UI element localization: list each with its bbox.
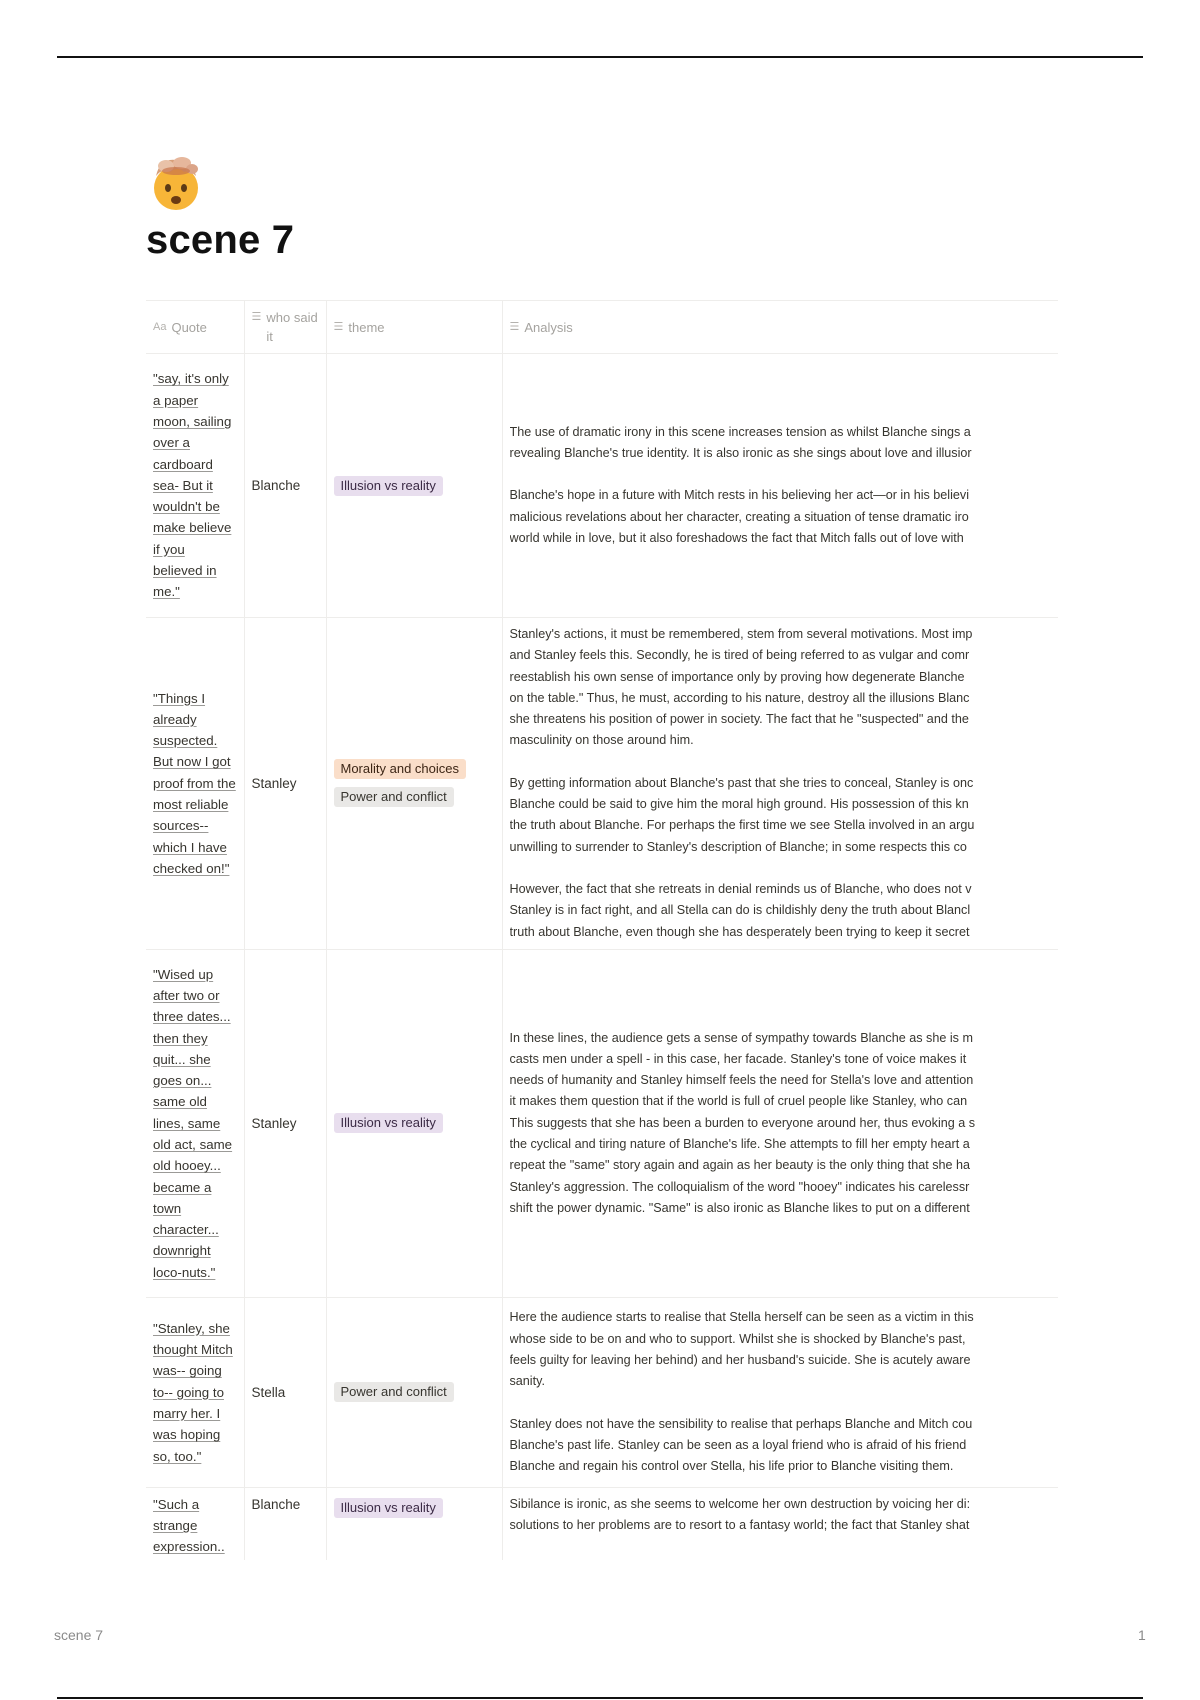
quote-cell[interactable]	[146, 1297, 244, 1487]
analysis-cell[interactable]	[502, 618, 1058, 950]
text-property-icon: ☰	[251, 311, 262, 323]
who-cell[interactable]: Stanley	[244, 618, 326, 950]
analysis-line: However, the fact that she retreats in denial reminds us of Blanche, who does not v	[509, 881, 972, 896]
analysis-line	[510, 464, 1059, 485]
analysis-line: Blanche's hope in a future with Mitch rests in his believing her act—or in his believi	[509, 488, 970, 503]
analysis-line	[510, 858, 1059, 879]
analysis-line: Stanley does not have the sensibility to realise that perhaps Blanche and Mitch cou	[509, 1416, 973, 1431]
text-property-icon: ☰	[509, 320, 520, 333]
analysis-line: Blanche could be said to give him the moral high ground. His possession of this kn	[509, 797, 969, 812]
column-header-analysis[interactable]	[502, 301, 1058, 354]
analysis-line: she threatens his position of power in society. The fact that he "suspected" and the	[509, 712, 969, 727]
theme-cell[interactable]	[326, 618, 502, 950]
analysis-cell[interactable]	[502, 1487, 1058, 1560]
title-property-icon: Aa	[153, 320, 167, 333]
analysis-line: the cyclical and tiring nature of Blanche's life. She attempts to fill her empty heart a	[509, 1137, 970, 1151]
table-row[interactable]	[146, 1487, 1058, 1560]
analysis-line: In these lines, the audience gets a sense of sympathy towards Blanche as she is m	[509, 1030, 973, 1045]
analysis-line: truth about Blanche, even though she has desperately been trying to keep it secret	[509, 924, 970, 939]
analysis-line: and Stanley feels this. Secondly, he is tired of being referred to as vulgar and comr	[509, 648, 970, 663]
analysis-cell[interactable]	[502, 354, 1058, 618]
analysis-line: sanity.	[509, 1374, 545, 1389]
column-header-quote[interactable]	[146, 301, 244, 354]
quote-table	[146, 300, 1058, 1560]
analysis-line: Stanley's actions, it must be remembered, stem from several motivations. Most imp	[509, 627, 973, 641]
theme-cell[interactable]	[326, 1297, 502, 1487]
quote-link[interactable]: "say, it's only a paper moon, sailing over a cardboard sea- But it wouldn't be make believe if you believed in me."	[153, 371, 232, 600]
theme-cell[interactable]	[326, 354, 502, 618]
who-cell[interactable]: Blanche	[244, 1487, 326, 1560]
analysis-line: masculinity on those around him.	[509, 733, 694, 748]
analysis-cell[interactable]	[502, 1297, 1058, 1487]
analysis-line: world while in love, but it also foreshadows the fact that Mitch falls out of love with	[509, 530, 964, 545]
analysis-line: shift the power dynamic. "Same" is also ironic as Blanche likes to put on a different	[509, 1200, 970, 1215]
theme-cell[interactable]	[326, 1487, 502, 1560]
column-header-label: theme	[348, 319, 385, 335]
quote-cell[interactable]	[146, 949, 244, 1297]
table-row[interactable]	[146, 1297, 1058, 1487]
analysis-line: solutions to her problems are to resort to a fantasy world; the fact that Stanley shat	[509, 1518, 970, 1533]
analysis-line: Blanche's past life. Stanley can be seen as a loyal friend who is afraid of his friend	[509, 1437, 967, 1452]
analysis-line: Here the audience starts to realise that Stella herself can be seen as a victim in this	[509, 1310, 974, 1325]
quote-link[interactable]: "Wised up after two or three dates... then they quit... she goes on... same old lines, same old act, same old hooey... became a town character... downright loco-nuts."	[153, 966, 233, 1280]
multi-select-property-icon: ☰	[333, 320, 344, 333]
quote-link[interactable]: "Such a strange expression..	[153, 1496, 225, 1555]
analysis-line: revealing Blanche's true identity. It is also ironic as she sings about love and illusior	[509, 446, 972, 461]
theme-tag: Illusion vs reality	[334, 1113, 443, 1133]
who-cell[interactable]: Stella	[244, 1297, 326, 1487]
analysis-line: repeat the "same" story again and again as her beauty is the only thing that she ha	[509, 1158, 971, 1173]
analysis-line: Sibilance is ironic, as she seems to welcome her own destruction by voicing her di:	[509, 1496, 971, 1511]
page-title: scene 7	[146, 218, 295, 262]
quote-link[interactable]: "Stanley, she thought Mitch was-- going to-- going to marry her. I was hoping so, too."	[153, 1320, 233, 1464]
quote-link[interactable]: "Things I already suspected. But now I got proof from the most reliable sources-- which I have checked on!"	[153, 690, 236, 876]
quote-cell[interactable]	[146, 354, 244, 618]
top-rule	[57, 56, 1143, 58]
theme-tag: Illusion vs reality	[334, 476, 443, 496]
analysis-line: reestablish his own sense of importance only by proving how degenerate Blanche	[509, 669, 965, 684]
theme-tag: Power and conflict	[334, 787, 454, 807]
analysis-line: the truth about Blanche. For perhaps the first time we see Stella involved in an argu	[509, 818, 975, 833]
analysis-line: By getting information about Blanche's past that she tries to conceal, Stanley is onc	[509, 775, 974, 790]
theme-cell[interactable]	[326, 949, 502, 1297]
analysis-line: malicious revelations about her character, creating a situation of tense dramatic iro	[509, 509, 969, 524]
analysis-line: feels guilty for leaving her behind) and her husband's suicide. She is acutely aware	[509, 1352, 971, 1367]
table-row[interactable]	[146, 618, 1058, 950]
quote-cell[interactable]	[146, 618, 244, 950]
analysis-line: Stanley's aggression. The colloquialism of the word "hooey" indicates his carelessr	[509, 1179, 970, 1194]
theme-tag: Illusion vs reality	[334, 1498, 443, 1518]
table-row[interactable]	[146, 354, 1058, 618]
column-header-theme[interactable]	[326, 301, 502, 354]
footer-page-number: 1	[1138, 1627, 1146, 1643]
analysis-line: This suggests that she has been a burden to everyone around her, thus evoking a s	[509, 1115, 976, 1130]
analysis-line	[510, 1393, 1059, 1414]
analysis-line: it makes them question that if the world is full of cruel people like Stanley, who can	[509, 1094, 968, 1109]
theme-tag: Morality and choices	[334, 759, 467, 779]
column-header-who[interactable]	[244, 301, 326, 354]
footer-page-title: scene 7	[54, 1627, 104, 1643]
analysis-line: whose side to be on and who to support. Whilst she is shocked by Blanche's past,	[509, 1331, 966, 1346]
analysis-line: needs of humanity and Stanley himself feels the need for Stella's love and attention	[509, 1073, 974, 1088]
analysis-line: unwilling to surrender to Stanley's description of Blanche; in some respects this co	[509, 839, 967, 854]
analysis-line: The use of dramatic irony in this scene increases tension as whilst Blanche sings a	[509, 424, 971, 439]
column-header-label: who said it	[266, 310, 318, 344]
column-header-label: Quote	[171, 319, 207, 335]
analysis-cell[interactable]	[502, 949, 1058, 1297]
bottom-rule	[57, 1697, 1143, 1699]
table-header-row	[146, 301, 1058, 354]
column-header-label: Analysis	[524, 319, 573, 335]
analysis-line	[510, 752, 1059, 773]
analysis-line: Blanche and regain his control over Stella, his life prior to Blanche visiting them.	[509, 1459, 954, 1474]
analysis-line: casts men under a spell - in this case, her facade. Stanley's tone of voice makes it	[509, 1051, 967, 1066]
analysis-line: Stanley is in fact right, and all Stella can do is childishly deny the truth about Blancl	[509, 903, 971, 918]
analysis-line: on the table." Thus, he must, according to his nature, destroy all the illusions Blanc	[509, 690, 970, 705]
theme-tag: Power and conflict	[334, 1382, 454, 1402]
quote-cell[interactable]	[146, 1487, 244, 1560]
exploding-head-icon	[146, 152, 206, 212]
who-cell[interactable]: Stanley	[244, 949, 326, 1297]
table-row[interactable]	[146, 949, 1058, 1297]
who-cell[interactable]: Blanche	[244, 354, 326, 618]
